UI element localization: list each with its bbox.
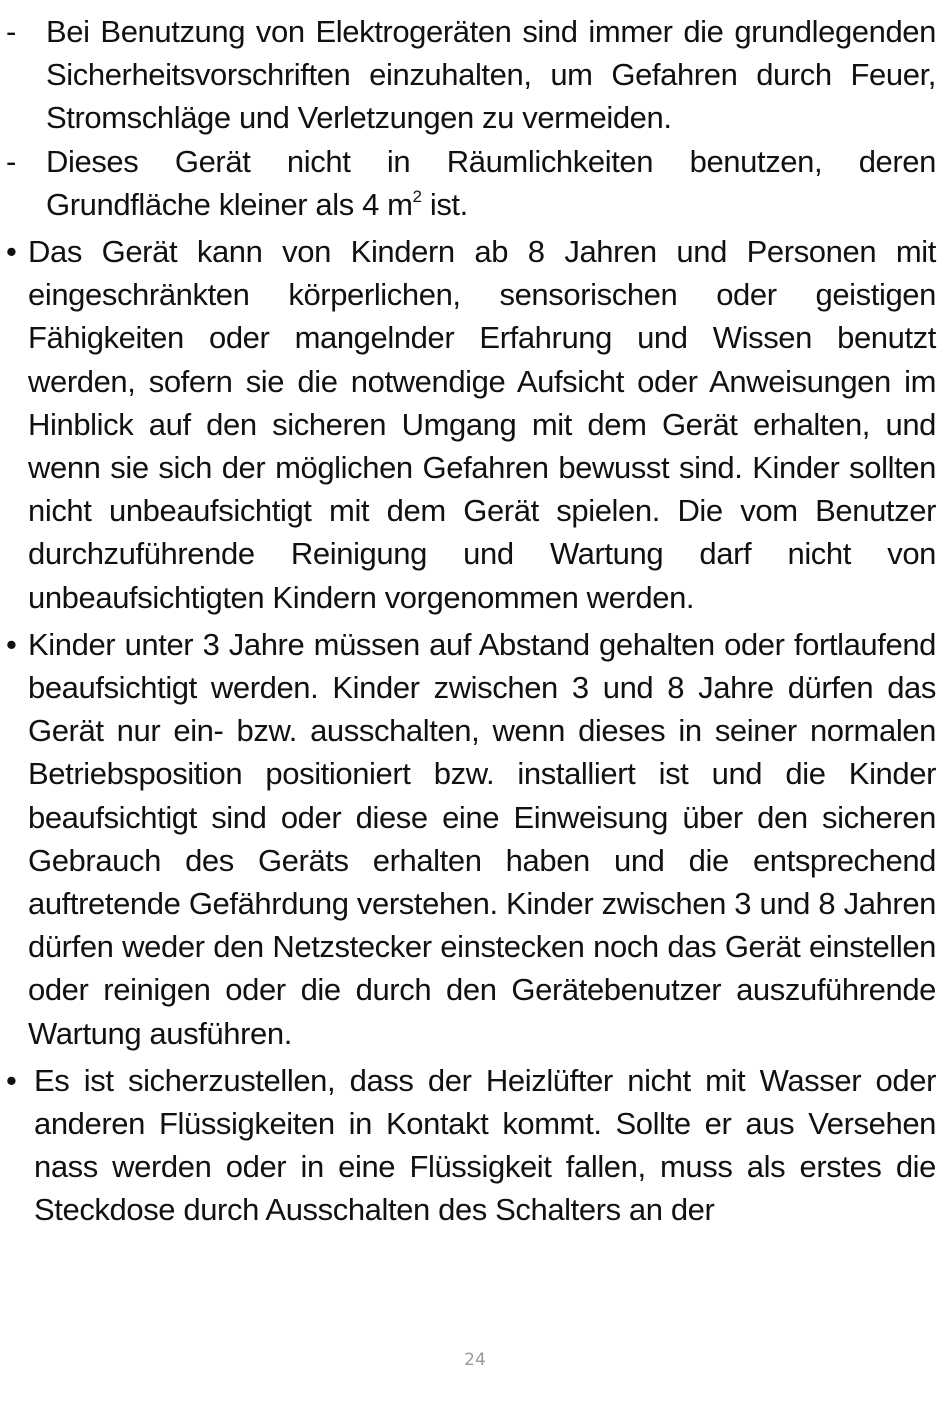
bullet-item-water-contact [6,1059,936,1232]
safety-instructions [6,10,936,1232]
bullet-item-text: Kinder unter 3 Jahre müssen auf Abstand gehalten oder fortlaufend beaufsichtigt werden. Kinder zwischen 3 und 8 Jahre dürfen das Gerät nur ein- bzw. ausschalten, wenn dieses in seiner normalen Betriebsposition positioniert bzw. installiert ist und die Kinder beaufsichtigt sind oder diese eine Einweisung über den sicheren Gebrauch des Geräts erhalten haben und die entsprechend auftretende Gefährdung verstehen. Kinder zwischen 3 und 8 Jahren dürfen weder den Netzstecker einstecken noch das Gerät einstellen oder reinigen oder die durch den Gerätebenutzer auszuführende Wartung ausführen. [28,626,936,1051]
bullet-item-text: Es ist sicherzustellen, dass der Heizlüfter nicht mit Wasser oder anderen Flüssigkeiten in Kontakt kommt. Sollte er aus Versehen nass werden oder in eine Flüssigkeit fallen, muss als erstes die Steckdose durch Ausschalten des Schalters an der [34,1062,936,1228]
dash-marker: - [6,143,16,179]
room-size-text: Dieses Gerät nicht in Räumlichkeiten benutzen, deren Grundfläche kleiner als 4 m [46,143,936,222]
bullet-item-children-8-years [6,230,936,619]
dash-item-text [46,140,936,226]
dash-item-electrical-safety [6,10,936,140]
dash-item-text: Bei Benutzung von Elektrogeräten sind immer die grundlegenden Sicherheitsvorschriften einzuhalten, um Gefahren durch Feuer, Stromschläge und Verletzungen zu vermeiden. [46,14,936,136]
page-number: 24 [464,1350,486,1370]
dash-item-room-size [6,140,936,226]
room-size-text-end: ist. [421,186,468,222]
superscript-two: 2 [412,187,422,207]
bullet-marker: • [6,626,17,662]
bullet-item-text: Das Gerät kann von Kindern ab 8 Jahren und Personen mit eingeschränkten körperlichen, sensorischen oder geistigen Fähigkeiten oder mangelnder Erfahrung und Wissen benutzt werden, sofern sie die notwendige Aufsicht oder Anweisungen im Hinblick auf den sicheren Umgang mit dem Gerät erhalten, und wenn sie sich der möglichen Gefahren bewusst sind. Kinder sollten nicht unbeaufsichtigt mit dem Gerät spielen. Die vom Benutzer durchzuführende Reinigung und Wartung darf nicht von unbeaufsichtigten Kindern vorgenommen werden. [28,234,936,615]
bullet-item-children-under-3 [6,623,936,1055]
bullet-marker: • [6,1062,17,1098]
bullet-marker: • [6,234,17,270]
dash-marker: - [6,14,16,49]
